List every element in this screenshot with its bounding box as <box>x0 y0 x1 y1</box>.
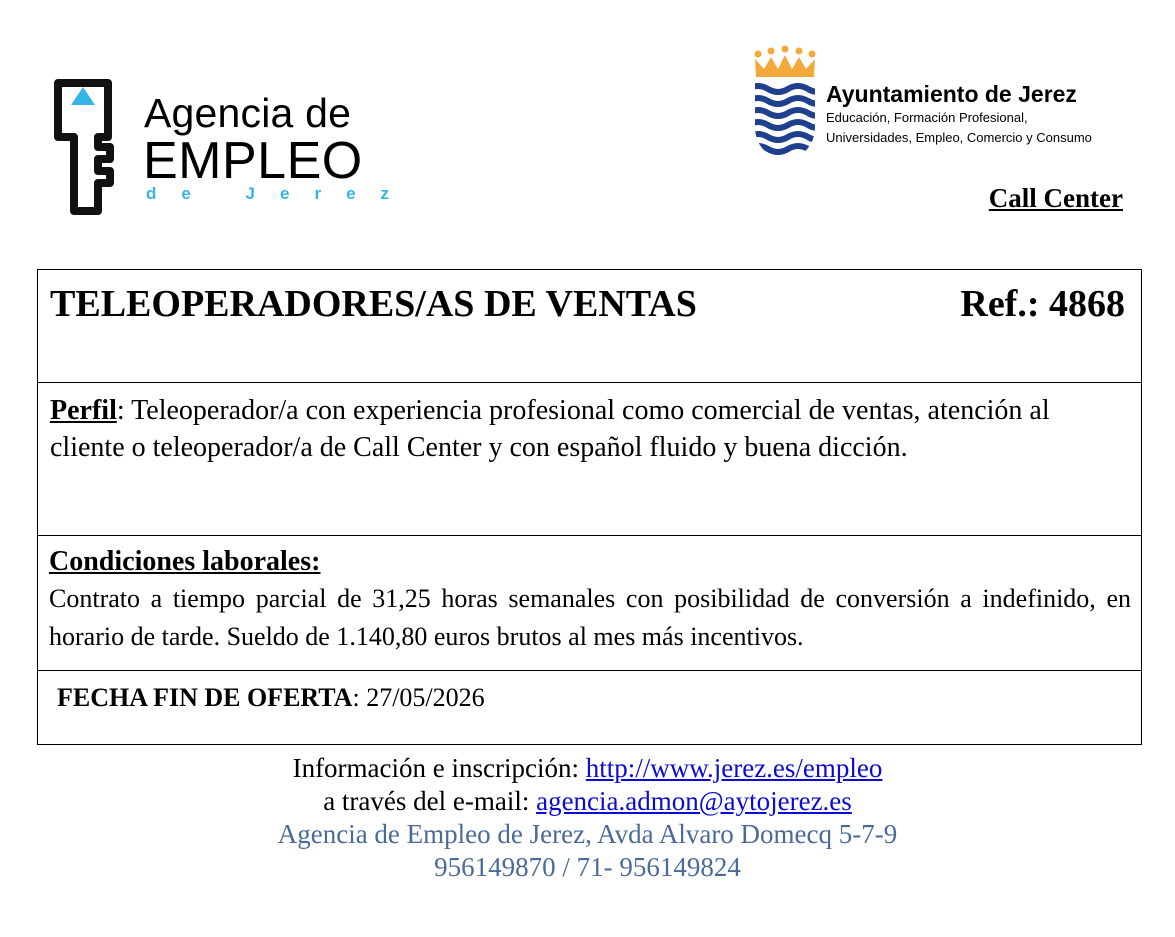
address-line: Agencia de Empleo de Jerez, Avda Alvaro Domecq 5-7-9 <box>277 819 898 849</box>
info-link[interactable]: http://www.jerez.es/empleo <box>585 753 883 783</box>
info-label: Información e inscripción: <box>292 753 586 783</box>
email-link[interactable]: agencia.admon@aytojerez.es <box>536 786 852 816</box>
deadline-value: : 27/05/2026 <box>352 683 485 712</box>
agency-name-line2: EMPLEO <box>143 132 363 190</box>
agency-name-line3: de Jerez <box>146 184 415 203</box>
profile-label: Perfil <box>50 395 117 426</box>
deadline-row <box>38 670 1141 744</box>
info-line <box>0 752 1175 785</box>
job-offer-box <box>37 269 1142 745</box>
phones-line: 956149870 / 71- 956149824 <box>434 852 741 882</box>
ayuntamiento-title: Ayuntamiento de Jerez <box>826 81 1077 107</box>
ayuntamiento-subtitle-1: Educación, Formación Profesional, <box>826 110 1028 125</box>
agencia-empleo-logo <box>50 75 415 225</box>
job-category: Call Center <box>988 183 1123 213</box>
agency-name-line1: Agencia de <box>144 90 352 136</box>
job-title: TELEOPERADORES/AS DE VENTAS <box>50 283 697 325</box>
job-reference: Ref.: 4868 <box>960 283 1125 325</box>
ayuntamiento-subtitle-2: Universidades, Empleo, Comercio y Consumo <box>826 130 1092 145</box>
contact-footer <box>0 752 1175 884</box>
crown-shield-icon <box>752 45 818 163</box>
conditions-label: Condiciones laborales: <box>49 546 321 577</box>
ayuntamiento-logo <box>752 45 1132 165</box>
key-icon <box>50 75 120 220</box>
deadline-label: FECHA FIN DE OFERTA <box>57 683 353 712</box>
conditions-row <box>38 535 1141 670</box>
email-label: a través del e-mail: <box>323 786 537 816</box>
conditions-text: Contrato a tiempo parcial de 31,25 horas semanales con posibilidad de conversión a indefinido, en horario de tarde. Sueldo de 1.140,80 euros brutos al mes más incentivos. <box>49 584 1131 651</box>
profile-row <box>38 382 1141 535</box>
email-line <box>0 785 1175 818</box>
offer-title-row <box>38 270 1141 382</box>
profile-text: : Teleoperador/a con experiencia profesional como comercial de ventas, atención al cliente o teleoperador/a de Call Center y con español fluido y buena dicción. <box>50 395 1050 463</box>
